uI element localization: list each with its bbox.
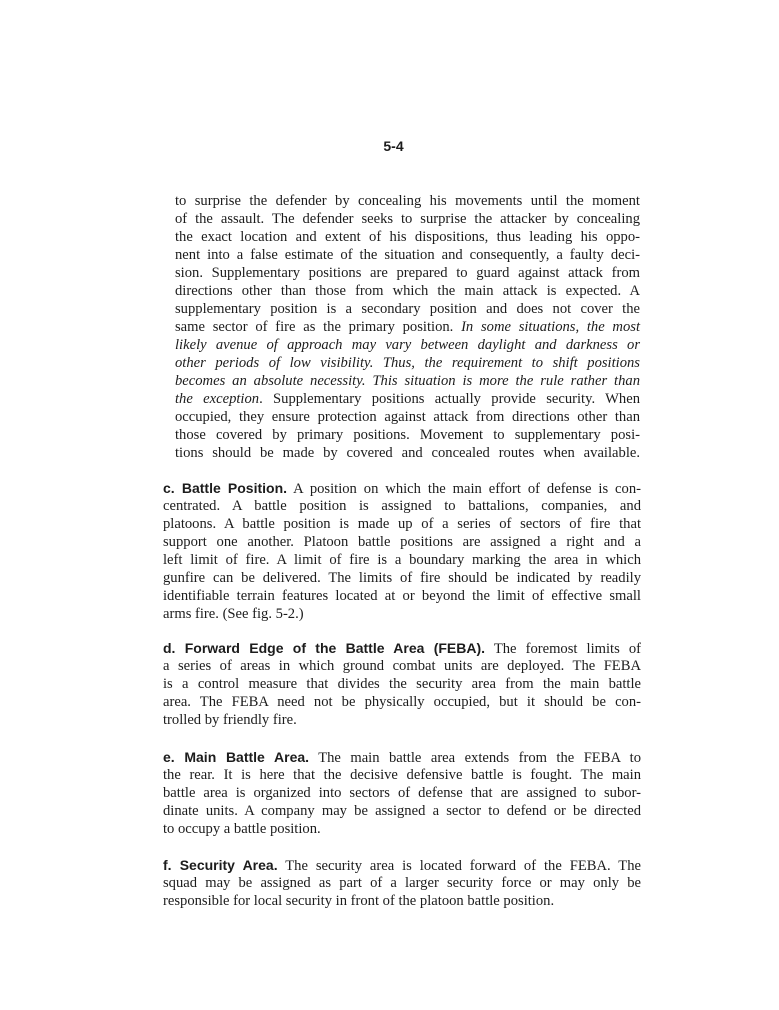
paragraph-supplementary-positions bbox=[175, 192, 640, 462]
text-line bbox=[175, 318, 640, 336]
text-run: supplementary position is a secondary position and does not cover the bbox=[175, 301, 640, 317]
text-run: battle area is organized into sectors of defense that are assigned to subor- bbox=[163, 785, 641, 801]
text-line bbox=[163, 497, 641, 515]
text-run: squad may be assigned as part of a larger security force or may only be bbox=[163, 875, 641, 891]
text-run: tions should be made by covered and concealed routes when available. bbox=[175, 445, 640, 461]
text-line bbox=[163, 551, 641, 569]
text-line bbox=[175, 228, 640, 246]
text-line bbox=[163, 587, 641, 605]
text-run: . Supplementary positions actually provide security. When bbox=[259, 391, 641, 407]
text-run: arms fire. (See fig. 5-2.) bbox=[163, 606, 304, 622]
section-heading: d. Forward Edge of the Battle Area (FEBA). bbox=[163, 640, 486, 656]
paragraph-feba bbox=[163, 639, 641, 729]
text-line bbox=[163, 784, 641, 802]
text-run: left limit of fire. A limit of fire is a boundary marking the area in which bbox=[163, 552, 641, 568]
text-run: The foremost limits of bbox=[485, 641, 641, 657]
text-run: identifiable terrain features located at or beyond the limit of effective small bbox=[163, 588, 641, 604]
text-line bbox=[163, 515, 641, 533]
text-line bbox=[175, 408, 640, 426]
page-number: 5-4 bbox=[383, 138, 404, 154]
paragraph-security-area bbox=[163, 856, 641, 910]
text-run: the rear. It is here that the decisive defensive battle is fought. The main bbox=[163, 767, 641, 783]
text-run: directions other than those from which the main attack is expected. A bbox=[175, 283, 640, 299]
text-run: dinate units. A company may be assigned a sector to defend or be directed bbox=[163, 803, 641, 819]
text-run: a series of areas in which ground combat units are deployed. The FEBA bbox=[163, 658, 641, 674]
text-run: area. The FEBA need not be physically occupied, but it should be con- bbox=[163, 694, 641, 710]
text-run: centrated. A battle position is assigned to battalions, companies, and bbox=[163, 498, 641, 514]
paragraph-main-battle-area bbox=[163, 748, 641, 838]
text-line bbox=[175, 372, 640, 390]
text-line bbox=[163, 748, 641, 766]
text-line bbox=[163, 711, 641, 729]
italic-text: likely avenue of approach may vary between daylight and darkness or bbox=[175, 337, 640, 353]
text-run: same sector of fire as the primary position. bbox=[175, 319, 462, 335]
text-run: The security area is located forward of the FEBA. The bbox=[277, 858, 641, 874]
text-line bbox=[163, 675, 641, 693]
text-line bbox=[175, 390, 640, 408]
text-run: A position on which the main effort of defense is con- bbox=[287, 481, 641, 497]
text-line bbox=[163, 892, 641, 910]
text-run: trolled by friendly fire. bbox=[163, 712, 297, 728]
text-run: to surprise the defender by concealing his movements until the moment bbox=[175, 193, 640, 209]
text-line bbox=[175, 210, 640, 228]
section-heading: c. Battle Position. bbox=[163, 480, 288, 496]
text-run: support one another. Platoon battle positions are assigned a right and a bbox=[163, 534, 641, 550]
text-run: gunfire can be delivered. The limits of fire should be indicated by readily bbox=[163, 570, 641, 586]
text-line bbox=[163, 693, 641, 711]
text-run: the exact location and extent of his dispositions, thus leading his oppo- bbox=[175, 229, 640, 245]
text-line bbox=[163, 802, 641, 820]
text-line bbox=[163, 569, 641, 587]
section-heading: e. Main Battle Area. bbox=[163, 749, 310, 765]
text-run: sion. Supplementary positions are prepared to guard against attack from bbox=[175, 265, 640, 281]
text-line bbox=[163, 856, 641, 874]
text-line bbox=[175, 300, 640, 318]
text-line bbox=[163, 766, 641, 784]
text-run: is a control measure that divides the security area from the main battle bbox=[163, 676, 641, 692]
text-line bbox=[163, 479, 641, 497]
text-line bbox=[175, 192, 640, 210]
text-line bbox=[175, 354, 640, 372]
text-run: nent into a false estimate of the situation and consequently, a faulty deci- bbox=[175, 247, 640, 263]
text-line bbox=[163, 657, 641, 675]
text-line bbox=[163, 820, 641, 838]
text-run: platoons. A battle position is made up of a series of sectors of fire that bbox=[163, 516, 641, 532]
text-line bbox=[175, 246, 640, 264]
paragraph-battle-position bbox=[163, 479, 641, 623]
text-run: those covered by primary positions. Movement to supplementary posi- bbox=[175, 427, 640, 443]
text-line bbox=[175, 444, 640, 462]
text-line bbox=[163, 533, 641, 551]
text-line bbox=[175, 282, 640, 300]
italic-text: the exception bbox=[175, 391, 260, 407]
text-line bbox=[175, 426, 640, 444]
text-line bbox=[163, 605, 641, 623]
text-run: The main battle area extends from the FEBA to bbox=[309, 750, 641, 766]
text-run: responsible for local security in front of the platoon battle position. bbox=[163, 893, 555, 909]
text-run: of the assault. The defender seeks to surprise the attacker by concealing bbox=[175, 211, 640, 227]
text-line bbox=[163, 639, 641, 657]
italic-text: other periods of low visibility. Thus, the requirement to shift positions bbox=[175, 355, 640, 371]
italic-text: becomes an absolute necessity. This situation is more the rule rather than bbox=[175, 373, 640, 389]
section-heading: f. Security Area. bbox=[163, 857, 278, 873]
text-line bbox=[163, 874, 641, 892]
text-line bbox=[175, 264, 640, 282]
text-run: to occupy a battle position. bbox=[163, 821, 321, 837]
text-run: occupied, they ensure protection against attack from directions other than bbox=[175, 409, 640, 425]
text-line bbox=[175, 336, 640, 354]
italic-text: In some situations, the most bbox=[461, 319, 640, 335]
